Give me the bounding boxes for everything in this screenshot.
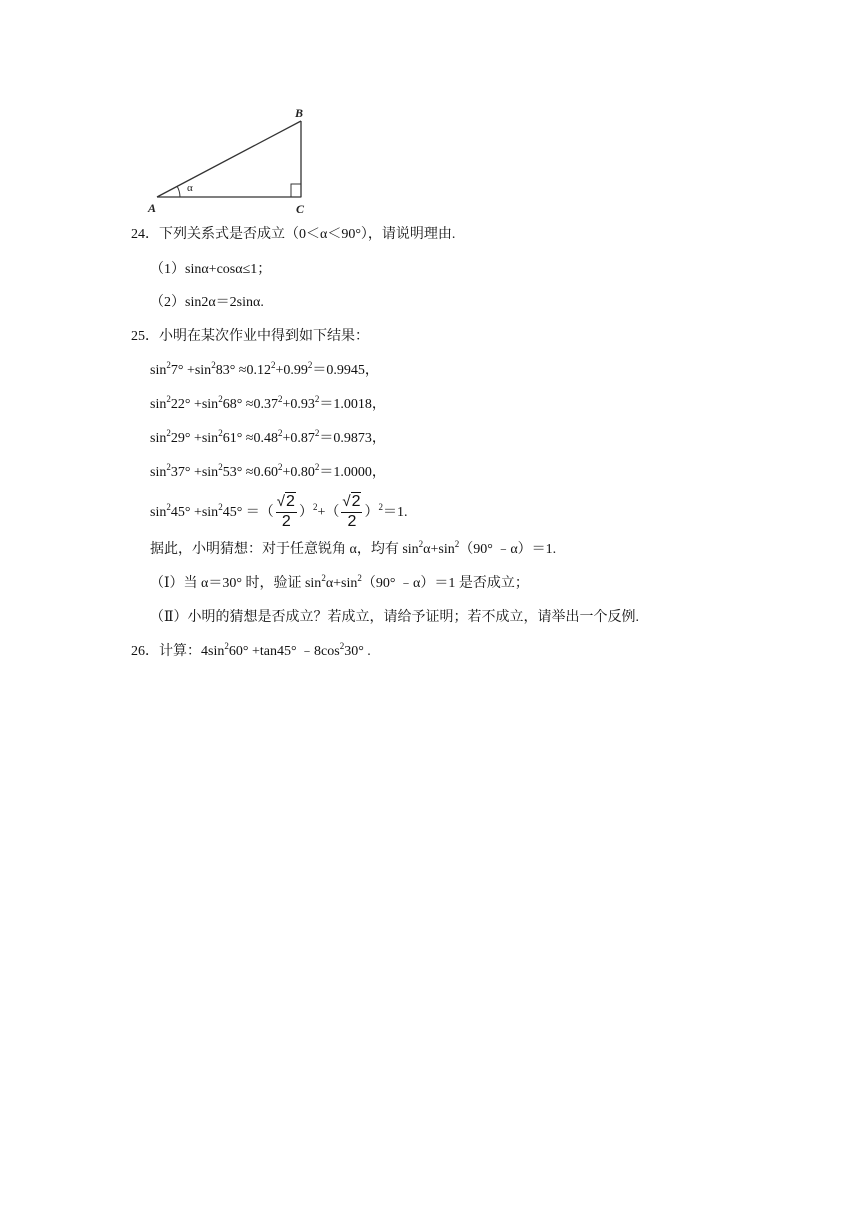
question-25 (131, 328, 369, 346)
question-number: 25． (131, 329, 159, 344)
equation-row: $\sin^229^\circ +\sin^261^\circ \approx 0.48^2+0.87^2=0.9873$， (150, 428, 386, 446)
conjecture-text: 据此，小明猜想：对于任意锐角 α，均有 $\sin^2\alpha+\sin^2(90^\circ$ ﹣α）＝1. (150, 539, 557, 557)
equation-row: $\sin^222^\circ +\sin^268^\circ \approx 0.37^2+0.93^2=1.0018$， (150, 394, 386, 412)
question-26: 26．计算：$4\sin^260^\circ +\tan 45^\circ$ $﹣8\cos^230^\circ$ . (131, 641, 371, 659)
q25-part-1: （Ⅰ）当 α＝30° 时，验证 $\sin^2\alpha+\sin^2(90^\circ$ ﹣α）＝1 是否成立； (150, 573, 529, 591)
question-stem: 下列关系式是否成立（0＜α＜90°），请说明理由. (159, 227, 456, 242)
equation-row: $\sin^27^\circ +\sin^283^\circ \approx 0.12^2+0.99^2=0.9945$， (150, 360, 379, 378)
equation-row-sqrt: $\sin^245^\circ +\sin^245^\circ$ ＝（ $\frac{√2}{2}$ ）$^2$+（ $\frac{√2}{2}$ ）$^2$＝1. (150, 493, 408, 530)
angle-arc (177, 186, 180, 197)
angle-alpha-label: α (187, 182, 193, 194)
vertex-a-label: A (148, 201, 157, 214)
q25-part-2: （Ⅱ）小明的猜想是否成立？若成立，请给予证明；若不成立，请举出一个反例. (150, 610, 640, 625)
fraction-sqrt2-over-2: $\frac{√2}{2}$ (276, 493, 295, 530)
q24-part-2: （2）sin2α＝2sinα. (150, 295, 264, 310)
question-number: 24． (131, 227, 159, 242)
q24-part-1: （1）sinα+cosα≤1； (150, 262, 272, 277)
right-angle-mark (291, 184, 301, 197)
question-24 (131, 226, 455, 244)
equation-row: $\sin^237^\circ +\sin^253^\circ \approx 0.60^2+0.80^2=1.0000$， (150, 462, 386, 480)
vertex-b-label: B (295, 106, 304, 120)
vertex-c-label: C (296, 202, 305, 214)
question-stem: 小明在某次作业中得到如下结果： (159, 329, 369, 344)
fraction-sqrt2-over-2: $\frac{√2}{2}$ (342, 493, 361, 530)
triangle-figure (140, 104, 320, 214)
question-number: 26． (131, 644, 159, 659)
side-ab (157, 121, 301, 197)
